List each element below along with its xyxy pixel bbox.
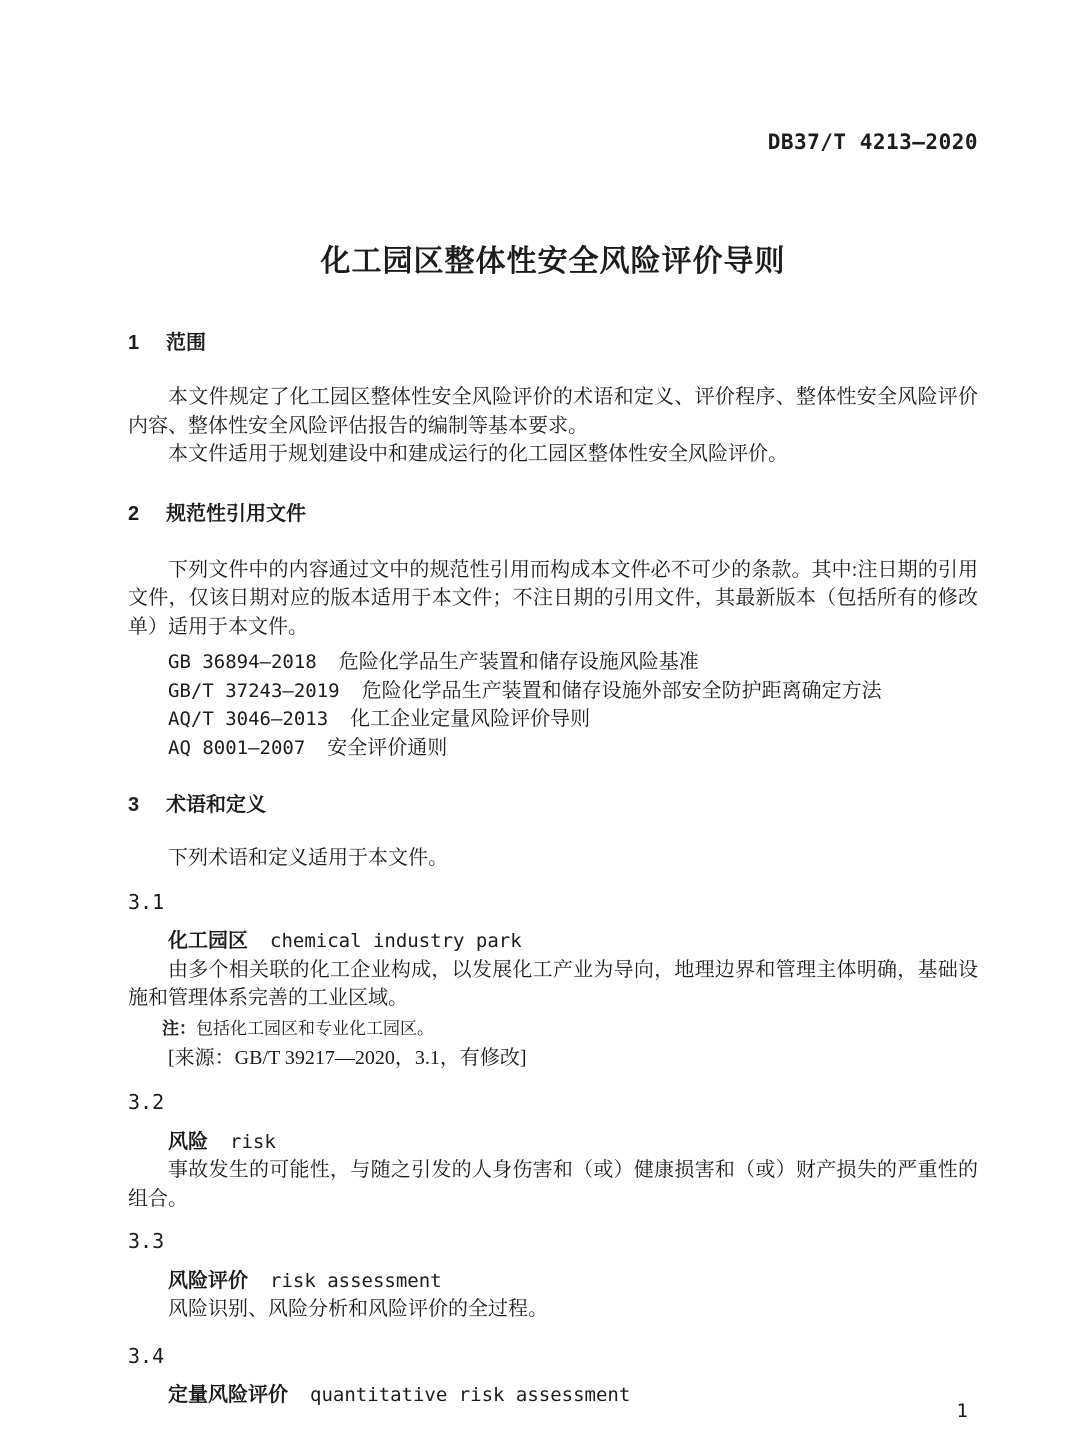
term-3-2-number: 3.2 [128, 1090, 165, 1114]
note-label: 注： [162, 1018, 196, 1038]
term-3-3-name [128, 1267, 978, 1296]
term-3-1-name [128, 927, 978, 956]
page-number: 1 [956, 1400, 968, 1422]
reference-code: GB/T 37243—2019 [168, 679, 340, 702]
term-3-4-zh: 定量风险评价 [168, 1384, 288, 1406]
term-3-1-number: 3.1 [128, 889, 165, 914]
scope-paragraph-2: 本文件适用于规划建设中和建成运行的化工园区整体性安全风险评价。 [168, 443, 788, 465]
section-3-label: 术语和定义 [166, 794, 266, 816]
reference-title: 危险化学品生产装置和储存设施外部安全防护距离确定方法 [361, 679, 882, 702]
term-3-3-definition: 风险识别、风险分析和风险评价的全过程。 [168, 1298, 548, 1320]
reference-item [128, 648, 978, 677]
term-3-3-en: risk assessment [270, 1269, 442, 1292]
term-3-2-en: risk [230, 1130, 276, 1153]
term-3-3-number: 3.3 [128, 1229, 165, 1253]
section-3-heading [128, 790, 978, 820]
term-3-3-zh: 风险评价 [168, 1269, 248, 1292]
term-3-4-en: quantitative risk assessment [310, 1384, 631, 1406]
reference-title: 安全评价通则 [327, 736, 448, 759]
scope-paragraph-1: 本文件规定了化工园区整体性安全风险评价的术语和定义、评价程序、整体性安全风险评价内容、整体性安全风险评估报告的编制等基本要求。 [128, 386, 978, 437]
term-3-1-definition: 由多个相关联的化工企业构成，以发展化工产业为导向，地理边界和管理主体明确，基础设施和管理体系完善的工业区域。 [128, 958, 978, 1009]
reference-item [128, 677, 978, 706]
reference-list [128, 648, 978, 762]
term-3-1-source: [来源：GB/T 39217—2020，3.1，有修改] [168, 1046, 527, 1069]
term-3-4-number: 3.4 [128, 1343, 165, 1368]
term-3-1-note [128, 1016, 978, 1042]
doc-number: DB37/T 4213—2020 [767, 130, 978, 154]
note-text: 包括化工园区和专业化工园区。 [196, 1018, 434, 1038]
reference-code: GB 36894—2018 [168, 651, 317, 673]
term-3-1-zh: 化工园区 [168, 930, 248, 952]
term-3-2-definition: 事故发生的可能性，与随之引发的人身伤害和（或）健康损害和（或）财产损失的严重性的组合。 [128, 1159, 978, 1210]
section-1-number: 1 [128, 332, 140, 354]
reference-item [128, 705, 978, 734]
section-1-heading [128, 328, 978, 358]
term-3-2-zh: 风险 [168, 1130, 208, 1153]
section-2-number: 2 [128, 502, 140, 525]
reference-item [128, 734, 978, 763]
doc-title: 化工园区整体性安全风险评价导则 [320, 245, 786, 278]
section-3-number: 3 [128, 794, 140, 816]
term-3-4-name [128, 1381, 978, 1410]
section-1-label: 范围 [166, 332, 206, 354]
terms-intro: 下列术语和定义适用于本文件。 [168, 847, 448, 869]
reference-code: AQ 8001—2007 [168, 736, 306, 759]
normative-references-intro: 下列文件中的内容通过文中的规范性引用而构成本文件必不可少的条款。其中:注日期的引用文件，仅该日期对应的版本适用于本文件；不注日期的引用文件，其最新版本（包括所有的修改单）适用于本文件。 [128, 558, 978, 638]
section-2-heading [128, 499, 978, 529]
term-3-2-name [128, 1128, 978, 1157]
reference-code: AQ/T 3046—2013 [168, 708, 329, 730]
reference-title: 危险化学品生产装置和储存设施风险基准 [338, 651, 699, 673]
reference-title: 化工企业定量风险评价导则 [350, 708, 591, 730]
section-2-label: 规范性引用文件 [166, 502, 306, 525]
term-3-1-en: chemical industry park [270, 930, 522, 952]
